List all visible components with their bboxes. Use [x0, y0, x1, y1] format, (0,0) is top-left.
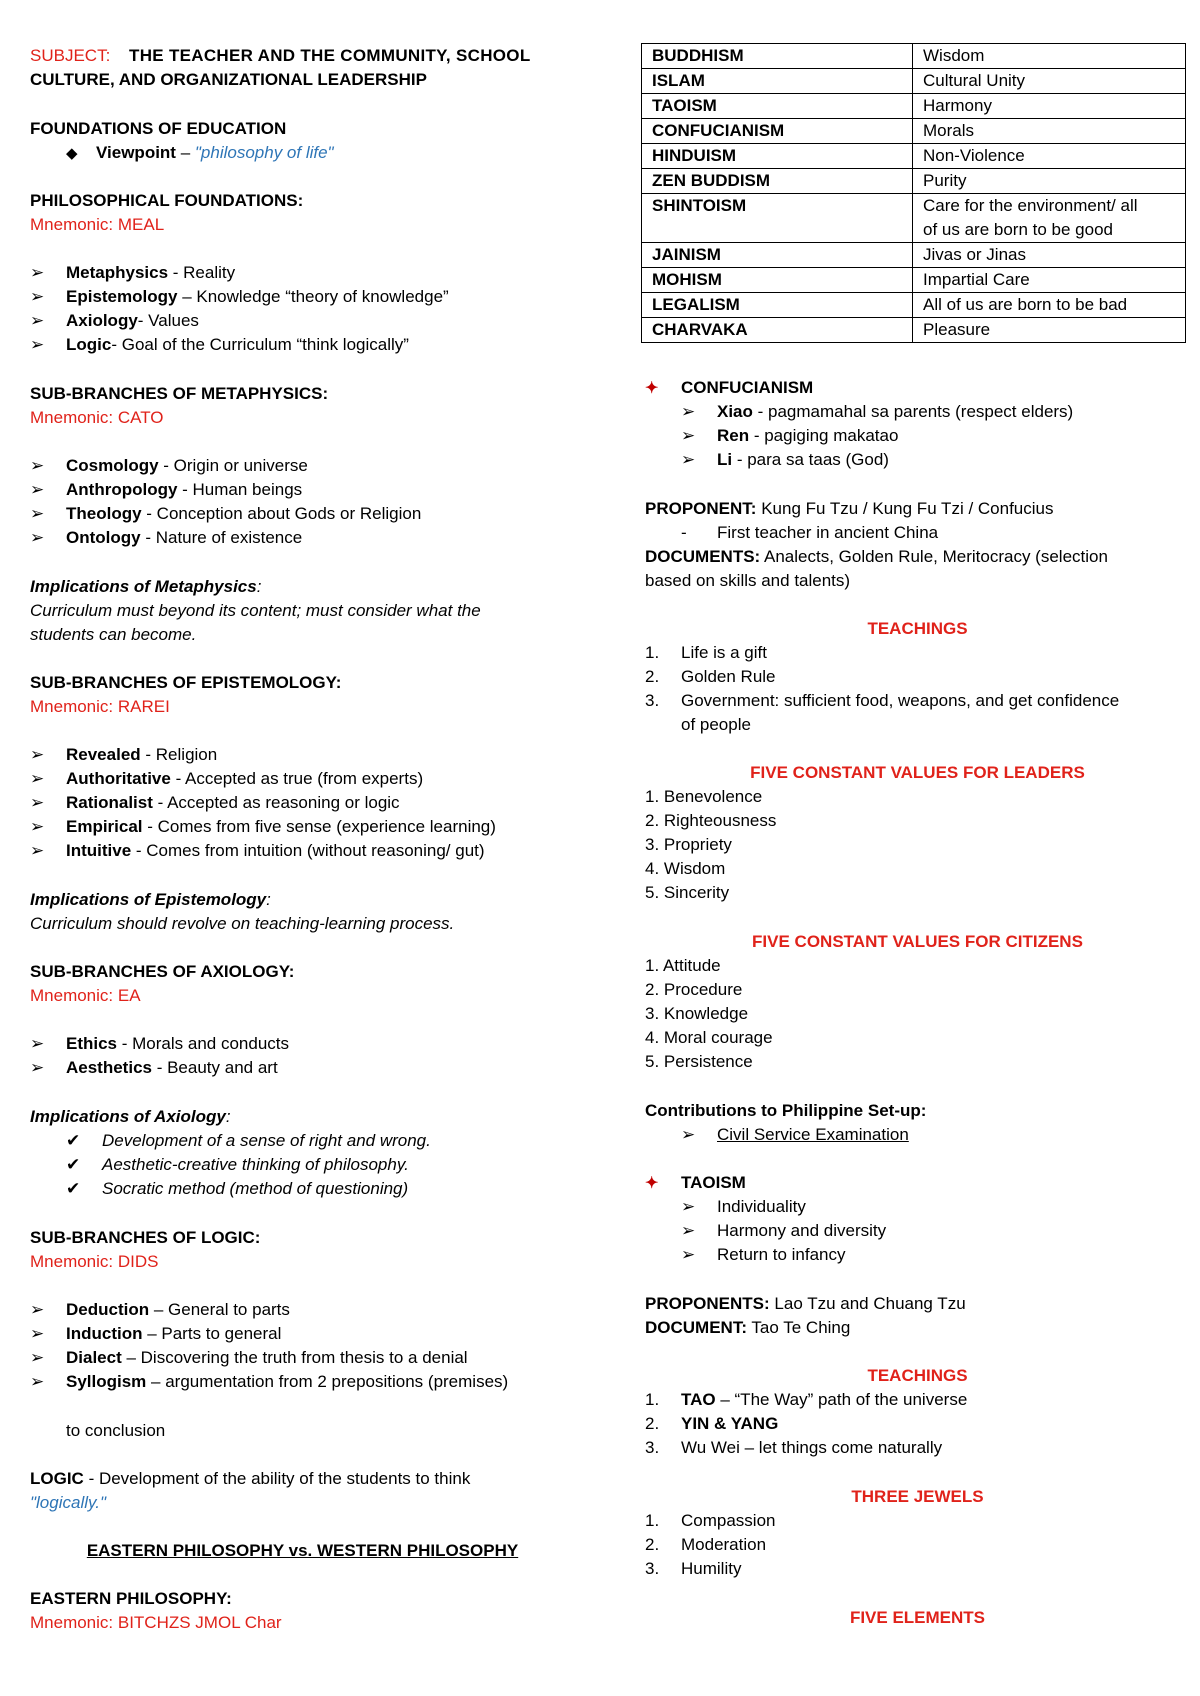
epis-item-term: Revealed — [66, 745, 141, 764]
meta-item — [30, 502, 421, 526]
philo-item-desc: – Knowledge “theory of knowledge” — [177, 287, 449, 306]
philosophy-values-table — [641, 43, 1186, 343]
meta-impl-title — [30, 575, 261, 599]
axio-item-term: Ethics — [66, 1034, 118, 1053]
viewpoint-value: "philosophy of life" — [194, 143, 334, 162]
elements-title: FIVE ELEMENTS — [849, 1608, 986, 1627]
axio-impl-text: Socratic method (method of questioning) — [102, 1179, 409, 1198]
arrow-bullet-icon: ➢ — [30, 817, 45, 836]
logic-item-term: Syllogism — [66, 1372, 147, 1391]
documents-value: Analects, Golden Rule, Meritocracy (selection — [760, 547, 1108, 566]
logic-mnemonic: Mnemonic: DIDS — [30, 1252, 159, 1271]
meta-item-term: Ontology — [66, 528, 141, 547]
philosophy-value — [913, 94, 1186, 119]
philosophy-name: JAINISM — [642, 243, 913, 268]
meta-item-desc: - Nature of existence — [140, 528, 303, 547]
tao-teaching-item-bold: TAO — [681, 1390, 716, 1409]
philo-item — [30, 261, 235, 285]
epis-item-desc: - Comes from intuition (without reasoning/ gut) — [131, 841, 485, 860]
documents-line — [645, 545, 1108, 569]
arrow-bullet-icon: ➢ — [681, 1221, 696, 1240]
arrow-bullet-icon: ➢ — [30, 769, 45, 788]
philosophy-value — [913, 268, 1186, 293]
philosophy-name: CHARVAKA — [642, 318, 913, 343]
jewel-item-number: 1. — [645, 1511, 660, 1530]
tao-teaching-item-number: 3. — [645, 1438, 660, 1457]
subject-line-2: CULTURE, AND ORGANIZATIONAL LEADERSHIP — [30, 70, 427, 89]
philosophy-value-text: Impartial Care — [923, 270, 1030, 289]
philosophy-value — [913, 69, 1186, 94]
epis-impl-colon: : — [266, 890, 271, 909]
teaching-item-text — [681, 641, 767, 665]
meta-item-term: Cosmology — [66, 456, 159, 475]
viewpoint-line — [66, 141, 334, 165]
tao-teaching-item — [645, 1412, 1190, 1436]
tao-teaching-item-bold: YIN & YANG — [681, 1414, 779, 1433]
logic-def-line — [30, 1467, 470, 1491]
logic-item-desc: – Parts to general — [142, 1324, 282, 1343]
contrib-item — [681, 1123, 909, 1147]
epis-item-term: Rationalist — [66, 793, 153, 812]
jewel-item — [645, 1557, 1190, 1581]
teachings-item3-cont: of people — [681, 715, 751, 734]
citizen-value: 1. Attitude — [645, 956, 721, 975]
philosophy-name: TAOISM — [642, 94, 913, 119]
axio-item-desc: - Morals and conducts — [117, 1034, 289, 1053]
philosophy-value — [913, 44, 1186, 69]
teachings-title: TEACHINGS — [867, 619, 968, 638]
logic-item-term: Deduction — [66, 1300, 150, 1319]
axio-item — [30, 1032, 289, 1056]
leaders-title: FIVE CONSTANT VALUES FOR LEADERS — [750, 763, 1085, 782]
tao-teaching-item-number: 1. — [645, 1390, 660, 1409]
arrow-bullet-icon: ➢ — [30, 1058, 45, 1077]
conf-title-line — [645, 376, 813, 400]
jewel-item-desc: Humility — [681, 1559, 742, 1578]
ew-heading: EASTERN PHILOSOPHY vs. WESTERN PHILOSOPHY — [86, 1541, 519, 1560]
axio-impl-title — [30, 1105, 231, 1129]
conf-item — [681, 400, 1073, 424]
conf-title: CONFUCIANISM — [681, 378, 814, 397]
proponent-value: Kung Fu Tzu / Kung Fu Tzi / Confucius — [756, 499, 1054, 518]
philosophy-name: MOHISM — [642, 268, 913, 293]
meta-item-desc: - Origin or universe — [158, 456, 308, 475]
epis-item — [30, 815, 496, 839]
epis-item-desc: - Accepted as reasoning or logic — [152, 793, 400, 812]
teaching-item-number: 2. — [645, 667, 660, 686]
epis-mnemonic: Mnemonic: RAREI — [30, 697, 170, 716]
logic-item — [30, 1298, 290, 1322]
philosophy-value-text: Morals — [923, 121, 975, 140]
tao-item-text: Individuality — [717, 1197, 806, 1216]
leader-value: 3. Propriety — [645, 835, 732, 854]
philosophy-name: CONFUCIANISM — [642, 119, 913, 144]
logic-item-desc: – General to parts — [149, 1300, 290, 1319]
meta-item-desc: - Human beings — [177, 480, 303, 499]
meta-impl-line1: Curriculum must beyond its content; must consider what the — [30, 601, 481, 620]
axio-impl-title-text: Implications of Axiology — [30, 1107, 226, 1126]
philosophy-value — [913, 169, 1186, 194]
arrow-bullet-icon: ➢ — [30, 504, 45, 523]
axio-impl-item — [66, 1177, 408, 1201]
table-row — [642, 44, 1186, 69]
table-row — [642, 318, 1186, 343]
epis-item-desc: - Accepted as true (from experts) — [170, 769, 424, 788]
viewpoint-dash: – — [175, 143, 195, 162]
philo-item — [30, 309, 199, 333]
logic-def-quote: "logically." — [30, 1493, 107, 1512]
viewpoint-label: Viewpoint — [96, 143, 176, 162]
axio-mnemonic: Mnemonic: EA — [30, 986, 141, 1005]
tao-teaching-item-desc: – “The Way” path of the universe — [715, 1390, 968, 1409]
table-row — [642, 194, 1186, 243]
philosophy-name: ISLAM — [642, 69, 913, 94]
table-row — [642, 119, 1186, 144]
citizen-value: 3. Knowledge — [645, 1004, 749, 1023]
axio-impl-text: Aesthetic-creative thinking of philosophy. — [102, 1155, 409, 1174]
tao-teaching-item-desc: Wu Wei – let things come naturally — [681, 1438, 943, 1457]
table-row — [642, 69, 1186, 94]
logic-def-text: - Development of the ability of the students to think — [83, 1469, 471, 1488]
jewel-item-text — [681, 1509, 776, 1533]
proponent-note: First teacher in ancient China — [717, 523, 939, 542]
proponent-dash: - — [681, 523, 687, 542]
proponent-label: PROPONENT: — [645, 499, 757, 518]
jewel-item-number: 3. — [645, 1559, 660, 1578]
epis-impl-line1: Curriculum should revolve on teaching-learning process. — [30, 914, 455, 933]
philosophy-name: BUDDHISM — [642, 44, 913, 69]
table-row — [642, 268, 1186, 293]
arrow-bullet-icon: ➢ — [30, 528, 45, 547]
meta-mnemonic: Mnemonic: CATO — [30, 408, 164, 427]
tao-item — [681, 1195, 806, 1219]
subject-label: SUBJECT: — [30, 46, 111, 65]
epis-item-desc: - Religion — [140, 745, 218, 764]
philosophy-value — [913, 293, 1186, 318]
logic-item-desc: – Discovering the truth from thesis to a denial — [121, 1348, 468, 1367]
philosophy-name: HINDUISM — [642, 144, 913, 169]
conf-item-desc: - pagmamahal sa parents (respect elders) — [752, 402, 1074, 421]
arrow-bullet-icon: ➢ — [30, 1034, 45, 1053]
leader-value: 4. Wisdom — [645, 859, 726, 878]
contrib-item-text: Civil Service Examination — [717, 1125, 909, 1144]
conf-item-desc: - pagiging makatao — [749, 426, 899, 445]
jewel-item-text — [681, 1557, 741, 1581]
axio-item-term: Aesthetics — [66, 1058, 152, 1077]
teaching-item — [645, 641, 1190, 665]
philosophy-value — [913, 144, 1186, 169]
logic-item-term: Induction — [66, 1324, 143, 1343]
arrow-bullet-icon: ➢ — [30, 1348, 45, 1367]
subject-title: THE TEACHER AND THE COMMUNITY, SCHOOL — [129, 46, 531, 65]
teaching-item-text — [681, 689, 1119, 713]
philo-item-desc: - Values — [137, 311, 199, 330]
tao-teaching-item-text — [681, 1412, 778, 1436]
logic-def-label: LOGIC — [30, 1469, 84, 1488]
philo-item-desc: - Reality — [168, 263, 236, 282]
tao-item — [681, 1219, 886, 1243]
arrow-bullet-icon: ➢ — [681, 1125, 696, 1144]
jewel-item-desc: Compassion — [681, 1511, 776, 1530]
epis-item-term: Authoritative — [66, 769, 171, 788]
proponent-note-line — [681, 521, 938, 545]
epis-item-term: Empirical — [66, 817, 143, 836]
arrow-bullet-icon: ➢ — [30, 1324, 45, 1343]
philo-item-term: Axiology — [66, 311, 138, 330]
citizen-value: 2. Procedure — [645, 980, 743, 999]
table-row — [642, 144, 1186, 169]
philosophy-value-text-2: of us are born to be good — [923, 220, 1113, 239]
tao-document-label: DOCUMENT: — [645, 1318, 747, 1337]
philosophy-value-text: All of us are born to be bad — [923, 295, 1128, 314]
documents-label: DOCUMENTS: — [645, 547, 761, 566]
eastern-title: EASTERN PHILOSOPHY: — [30, 1589, 232, 1608]
table-row — [642, 94, 1186, 119]
philo-title: PHILOSOPHICAL FOUNDATIONS: — [30, 191, 304, 210]
tao-document-value: Tao Te Ching — [747, 1318, 851, 1337]
arrow-bullet-icon: ➢ — [681, 402, 696, 421]
philo-item — [30, 333, 409, 357]
meta-item — [30, 454, 308, 478]
check-bullet-icon: ✔ — [66, 1155, 81, 1174]
axio-title: SUB-BRANCHES OF AXIOLOGY: — [30, 962, 295, 981]
conf-item-term: Ren — [717, 426, 750, 445]
four-point-star-icon: ✦ — [645, 380, 659, 397]
tao-teaching-item-text — [681, 1436, 942, 1460]
epis-item-desc: - Comes from five sense (experience learning) — [142, 817, 496, 836]
philosophy-value-text: Non-Violence — [923, 146, 1025, 165]
epis-item — [30, 791, 400, 815]
arrow-bullet-icon: ➢ — [30, 793, 45, 812]
arrow-bullet-icon: ➢ — [30, 263, 45, 282]
tao-title: TAOISM — [681, 1173, 746, 1192]
conf-item — [681, 424, 898, 448]
arrow-bullet-icon: ➢ — [681, 1245, 696, 1264]
philosophy-value-text: Cultural Unity — [923, 71, 1026, 90]
table-row — [642, 243, 1186, 268]
jewel-item-desc: Moderation — [681, 1535, 767, 1554]
tao-item-text: Harmony and diversity — [717, 1221, 887, 1240]
logic-item — [30, 1322, 281, 1346]
leader-value: 5. Sincerity — [645, 883, 730, 902]
meta-impl-colon: : — [256, 577, 262, 596]
meta-item-term: Anthropology — [66, 480, 178, 499]
philosophy-value — [913, 243, 1186, 268]
epis-impl-title-text: Implications of Epistemology — [30, 890, 267, 909]
check-bullet-icon: ✔ — [66, 1131, 81, 1150]
tao-title-line — [645, 1171, 746, 1195]
jewels-title: THREE JEWELS — [851, 1487, 984, 1506]
arrow-bullet-icon: ➢ — [30, 335, 45, 354]
tao-item — [681, 1243, 846, 1267]
teaching-item — [645, 665, 1190, 689]
meta-item-term: Theology — [66, 504, 142, 523]
contrib-title: Contributions to Philippine Set-up: — [645, 1101, 927, 1120]
arrow-bullet-icon: ➢ — [30, 480, 45, 499]
tao-proponents-label: PROPONENTS: — [645, 1294, 770, 1313]
philosophy-name: LEGALISM — [642, 293, 913, 318]
philosophy-value-text: Pleasure — [923, 320, 991, 339]
philosophy-name: ZEN BUDDISM — [642, 169, 913, 194]
meta-title: SUB-BRANCHES OF METAPHYSICS: — [30, 384, 329, 403]
teaching-item-text — [681, 665, 776, 689]
citizen-value: 5. Persistence — [645, 1052, 753, 1071]
arrow-bullet-icon: ➢ — [681, 1197, 696, 1216]
axio-impl-text: Development of a sense of right and wrong. — [102, 1131, 431, 1150]
philo-mnemonic: Mnemonic: MEAL — [30, 215, 165, 234]
four-point-star-icon: ✦ — [645, 1175, 659, 1192]
epis-item — [30, 743, 217, 767]
teaching-item-number: 1. — [645, 643, 660, 662]
tao-teaching-item-text — [681, 1388, 967, 1412]
epis-item-term: Intuitive — [66, 841, 132, 860]
logic-item-desc: – argumentation from 2 prepositions (premises) — [146, 1372, 509, 1391]
meta-item — [30, 478, 302, 502]
arrow-bullet-icon: ➢ — [681, 426, 696, 445]
tao-teaching-item — [645, 1436, 1190, 1460]
tao-teachings-title: TEACHINGS — [867, 1366, 968, 1385]
tao-item-text: Return to infancy — [717, 1245, 846, 1264]
philo-item-term: Epistemology — [66, 287, 178, 306]
jewel-item-number: 2. — [645, 1535, 660, 1554]
axio-item — [30, 1056, 278, 1080]
arrow-bullet-icon: ➢ — [30, 841, 45, 860]
check-bullet-icon: ✔ — [66, 1179, 81, 1198]
epis-item — [30, 839, 485, 863]
logic-title: SUB-BRANCHES OF LOGIC: — [30, 1228, 261, 1247]
leader-value: 1. Benevolence — [645, 787, 763, 806]
jewel-item-text — [681, 1533, 766, 1557]
leader-value: 2. Righteousness — [645, 811, 777, 830]
tao-teaching-item-number: 2. — [645, 1414, 660, 1433]
meta-item — [30, 526, 302, 550]
logic-item-term: Dialect — [66, 1348, 122, 1367]
logic-item4-cont: to conclusion — [66, 1421, 166, 1440]
arrow-bullet-icon: ➢ — [30, 1372, 45, 1391]
axio-impl-item — [66, 1153, 409, 1177]
philo-item-term: Logic — [66, 335, 112, 354]
conf-item-term: Li — [717, 450, 733, 469]
philosophy-value-text: Care for the environment/ all — [923, 196, 1138, 215]
meta-impl-title-text: Implications of Metaphysics — [30, 577, 257, 596]
philosophy-value-text: Harmony — [923, 96, 992, 115]
axio-impl-colon: : — [225, 1107, 231, 1126]
philosophy-value — [913, 318, 1186, 343]
jewel-item — [645, 1533, 1190, 1557]
citizen-value: 4. Moral courage — [645, 1028, 773, 1047]
philosophy-value-text: Wisdom — [923, 46, 985, 65]
axio-impl-item — [66, 1129, 431, 1153]
arrow-bullet-icon: ➢ — [30, 287, 45, 306]
philo-item-term: Metaphysics — [66, 263, 169, 282]
conf-item-term: Xiao — [717, 402, 753, 421]
logic-item — [30, 1346, 468, 1370]
arrow-bullet-icon: ➢ — [30, 311, 45, 330]
teaching-item-desc: Government: sufficient food, weapons, and get confidence — [681, 691, 1120, 710]
philo-item-desc: - Goal of the Curriculum “think logically” — [111, 335, 409, 354]
tao-teaching-item — [645, 1388, 1190, 1412]
axio-item-desc: - Beauty and art — [151, 1058, 278, 1077]
table-row — [642, 169, 1186, 194]
conf-item-desc: - para sa taas (God) — [732, 450, 889, 469]
philo-item — [30, 285, 449, 309]
arrow-bullet-icon: ➢ — [30, 1300, 45, 1319]
teaching-item — [645, 689, 1190, 713]
foundations-title: FOUNDATIONS OF EDUCATION — [30, 119, 287, 138]
tao-proponents-line — [645, 1292, 966, 1316]
philosophy-value-text: Jivas or Jinas — [923, 245, 1026, 264]
eastern-mnemonic: Mnemonic: BITCHZS JMOL Char — [30, 1613, 282, 1632]
jewel-item — [645, 1509, 1190, 1533]
subject-line-1 — [30, 44, 531, 68]
philosophy-name: SHINTOISM — [642, 194, 913, 243]
teaching-item-number: 3. — [645, 691, 660, 710]
citizens-title: FIVE CONSTANT VALUES FOR CITIZENS — [752, 932, 1083, 951]
meta-impl-line2: students can become. — [30, 625, 197, 644]
arrow-bullet-icon: ➢ — [30, 745, 45, 764]
philosophy-value — [913, 119, 1186, 144]
logic-item — [30, 1370, 508, 1394]
philosophy-value-text: Purity — [923, 171, 967, 190]
diamond-bullet-icon: ◆ — [66, 145, 78, 162]
proponent-line — [645, 497, 1054, 521]
tao-proponents-value: Lao Tzu and Chuang Tzu — [769, 1294, 966, 1313]
epis-item — [30, 767, 423, 791]
epis-impl-title — [30, 888, 271, 912]
epis-title: SUB-BRANCHES OF EPISTEMOLOGY: — [30, 673, 342, 692]
meta-item-desc: - Conception about Gods or Religion — [141, 504, 422, 523]
arrow-bullet-icon: ➢ — [681, 450, 696, 469]
teaching-item-desc: Life is a gift — [681, 643, 767, 662]
documents-line-2: based on skills and talents) — [645, 571, 851, 590]
conf-item — [681, 448, 889, 472]
tao-document-line — [645, 1316, 850, 1340]
arrow-bullet-icon: ➢ — [30, 456, 45, 475]
philosophy-value — [913, 194, 1186, 243]
teaching-item-desc: Golden Rule — [681, 667, 776, 686]
table-row — [642, 293, 1186, 318]
